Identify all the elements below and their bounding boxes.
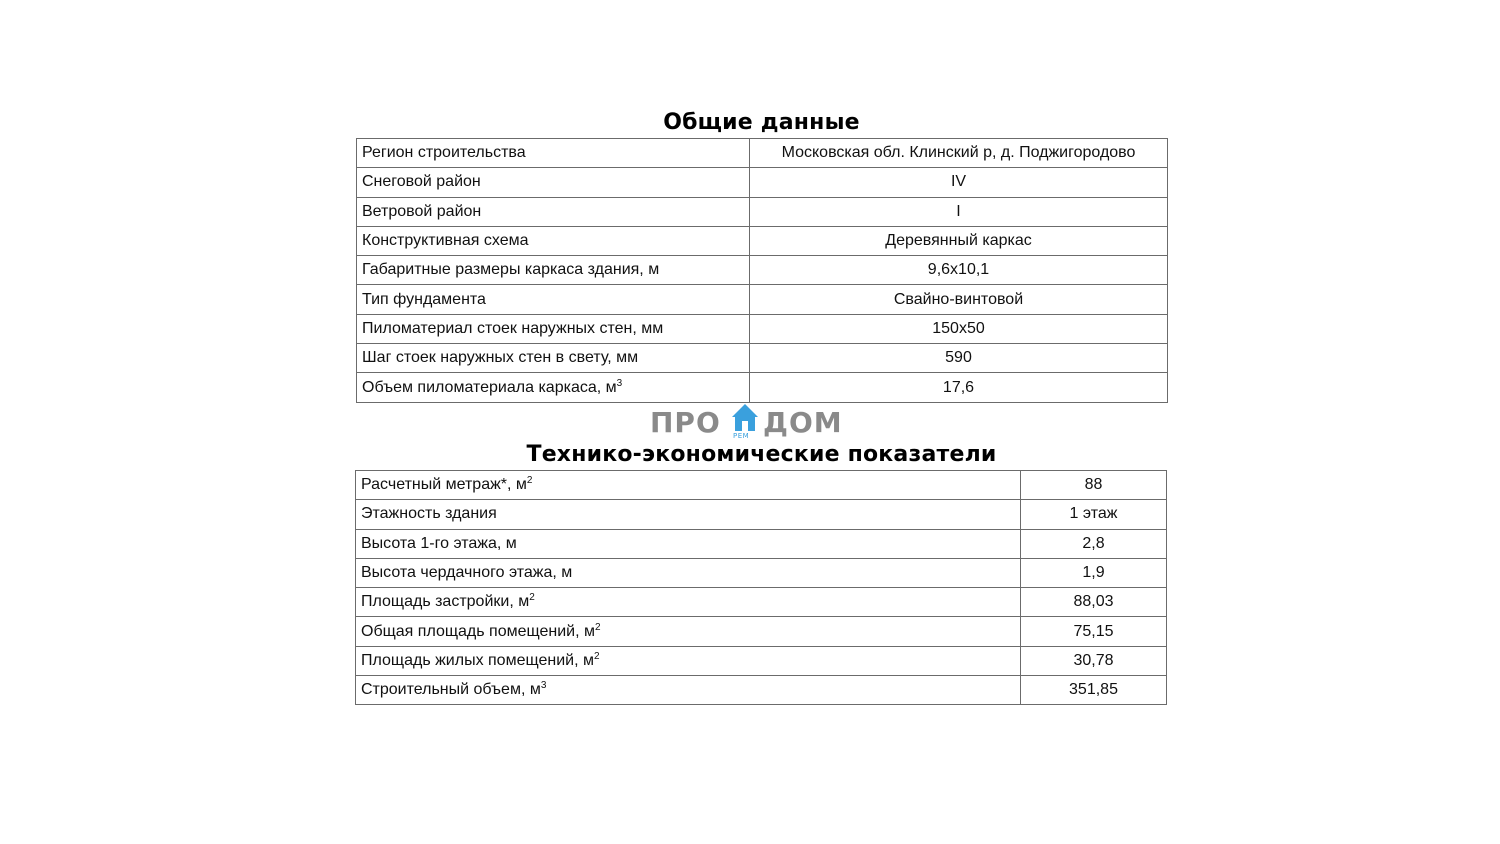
row-label: Снеговой район [357,168,750,197]
row-value: 351,85 [1021,676,1167,705]
row-label: Ветровой район [357,197,750,226]
row-label: Этажность здания [356,500,1021,529]
table-row [356,529,1167,558]
table-row [356,617,1167,646]
prodom-logo [650,402,850,442]
row-value: 9,6х10,1 [750,256,1168,285]
row-label: Габаритные размеры каркаса здания, м [357,256,750,285]
row-value: 30,78 [1021,646,1167,675]
row-label: Строительный объем, $м^3$ [356,676,1021,705]
logo-text-left: ПРО [650,406,721,439]
table-row [356,558,1167,587]
row-value: Деревянный каркас [750,226,1168,255]
table-row [357,168,1168,197]
row-value: 1,9 [1021,558,1167,587]
row-label: Тип фундамента [357,285,750,314]
row-value: Московская обл. Клинский р, д. Поджигородово [750,139,1168,168]
row-label: Площадь жилых помещений, $м^2$ [356,646,1021,675]
row-label: Объем пиломатериала каркаса, $м^3$ [357,373,750,402]
table-row [356,500,1167,529]
table-row [356,471,1167,500]
tech-indicators-table [355,470,1167,705]
row-label: Пиломатериал стоек наружных стен, мм [357,314,750,343]
row-label: Площадь застройки, $м^2$ [356,588,1021,617]
row-label: Регион строительства [357,139,750,168]
logo-text-right: ДОМ [763,406,843,439]
logo-subtext: РЕМ [733,432,750,440]
row-value: 75,15 [1021,617,1167,646]
row-value: 88,03 [1021,588,1167,617]
row-value: Свайно-винтовой [750,285,1168,314]
row-value: 17,6 [750,373,1168,402]
row-value: 1 этаж [1021,500,1167,529]
row-value: 150х50 [750,314,1168,343]
table-row [357,226,1168,255]
table-row [357,256,1168,285]
row-value: IV [750,168,1168,197]
table-row [356,676,1167,705]
row-label: Конструктивная схема [357,226,750,255]
row-value: I [750,197,1168,226]
row-value: 590 [750,344,1168,373]
row-label: Высота 1-го этажа, м [356,529,1021,558]
row-label: Общая площадь помещений, $м^2$ [356,617,1021,646]
tech-indicators-title: Технико-экономические показатели [526,442,997,467]
table-row [356,646,1167,675]
table-row [357,139,1168,168]
general-data-table [356,138,1168,403]
row-value: 88 [1021,471,1167,500]
table-row [356,588,1167,617]
general-data-title: Общие данные [663,110,860,135]
table-row [357,197,1168,226]
table-row [357,373,1168,402]
row-label: Шаг стоек наружных стен в свету, мм [357,344,750,373]
row-label: Высота чердачного этажа, м [356,558,1021,587]
row-value: 2,8 [1021,529,1167,558]
table-row [357,344,1168,373]
table-row [357,314,1168,343]
row-label: Расчетный метраж*, $м^2$ [356,471,1021,500]
table-row [357,285,1168,314]
